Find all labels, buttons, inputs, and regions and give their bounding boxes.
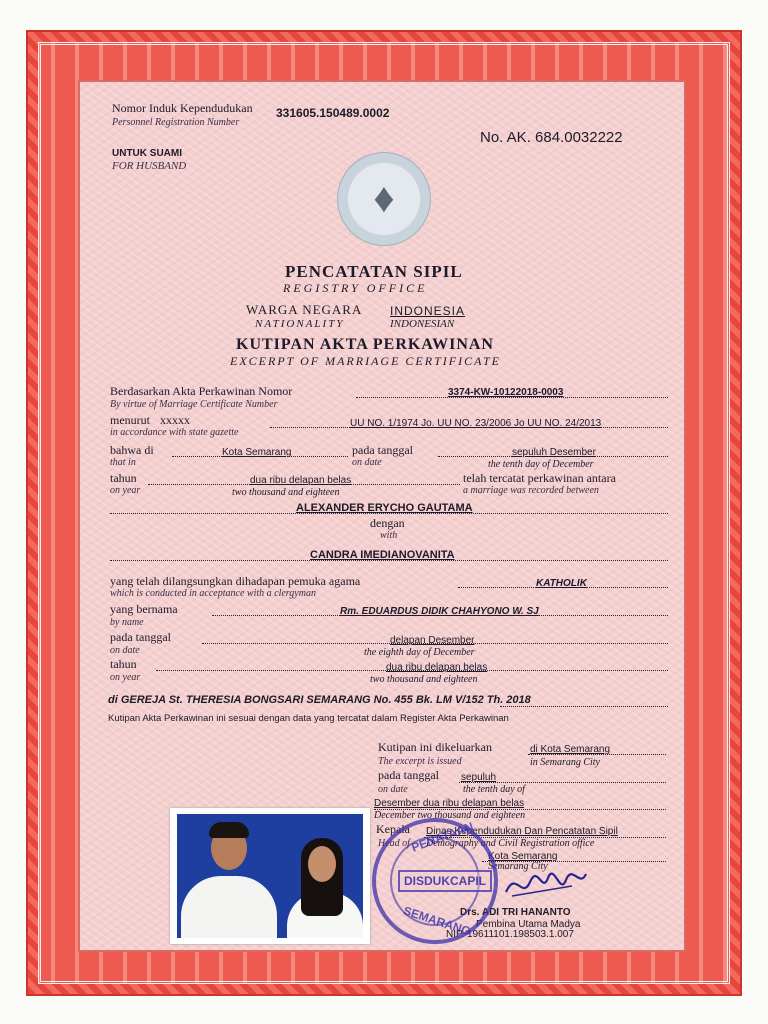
nationality-value-en: INDONESIAN <box>390 318 455 330</box>
menurut-label: menurut <box>110 413 150 427</box>
date2-label-en: on date <box>110 645 140 656</box>
issued-label-en: The excerpt is issued <box>378 756 462 767</box>
bride-head <box>308 846 336 882</box>
official-stamp <box>372 818 498 944</box>
with-label-en: with <box>380 530 398 541</box>
religion-value: KATHOLIK <box>536 578 587 589</box>
church-line-fill <box>500 706 668 707</box>
nationality-value: INDONESIA <box>390 304 466 318</box>
issue-date-line <box>459 782 666 783</box>
doc-title-en: EXCERPT OF MARRIAGE CERTIFICATE <box>230 354 501 368</box>
issue-date-value-en: the tenth day of <box>463 784 525 795</box>
year2-label: tahun <box>110 657 137 671</box>
issue-date-cont-en: December two thousand and eighteen <box>374 810 526 821</box>
issued-line <box>528 754 666 755</box>
recorded-label-en: a marriage was recorded between <box>463 485 599 496</box>
date2-value-en: the eighth day of December <box>364 647 475 658</box>
official-name: Drs. ADI TRI HANANTO <box>460 907 571 918</box>
stamp-label: DISDUKCAPIL <box>398 870 492 892</box>
year-value-en: two thousand and eighteen <box>232 487 340 498</box>
office-title-en: REGISTRY OFFICE <box>283 281 428 295</box>
groom-figure <box>181 876 277 938</box>
date-label-en: on date <box>352 457 382 468</box>
date2-label: pada tanggal <box>110 630 171 644</box>
deed-label: Berdasarkan Akta Perkawinan Nomor <box>110 384 293 398</box>
city-en: Semarang City <box>488 861 548 872</box>
year-label: tahun <box>110 471 137 485</box>
conformity-note: Kutipan Akta Perkawinan ini sesuai dengan data yang tercatat dalam Register Akta Perkawinan <box>108 713 509 724</box>
issued-label: Kutipan ini dikeluarkan <box>378 740 492 754</box>
issue-date-cont: Desember dua ribu delapan belas <box>374 798 525 809</box>
place-value: Kota Semarang <box>222 447 292 458</box>
issue-date-value: sepuluh <box>461 772 497 783</box>
issued-place-en: in Semarang City <box>530 757 600 768</box>
nik-label: Nomor Induk Kependudukan <box>112 101 253 115</box>
issued-place: di Kota Semarang <box>530 744 611 755</box>
official-signature <box>502 864 588 904</box>
bahwa-label: bahwa di <box>110 443 154 457</box>
for-label: UNTUK SUAMI <box>112 148 182 159</box>
year2-label-en: on year <box>110 672 141 683</box>
ak-number: No. AK. 684.0032222 <box>480 129 623 146</box>
issue-date-label: pada tanggal <box>378 768 439 782</box>
law-refs: UU NO. 1/1974 Jo. UU NO. 23/2006 Jo UU NO. 24/2013 <box>350 418 602 429</box>
official-rank: Pembina Utama Madya <box>476 919 581 930</box>
nik-value: 331605.150489.0002 <box>276 106 390 120</box>
nik-label-en: Personnel Registration Number <box>112 117 240 128</box>
head-office: Dinas Kependudukan Dan Pencatatan Sipil <box>426 826 618 837</box>
city: Kota Semarang <box>488 851 558 862</box>
doc-title: KUTIPAN AKTA PERKAWINAN <box>236 336 494 353</box>
nationality-label-en: NATIONALITY <box>255 318 345 330</box>
issue-date-label-en: on date <box>378 784 408 795</box>
date-value: sepuluh Desember <box>512 447 596 458</box>
recorded-label: telah tercatat perkawinan antara <box>463 471 616 485</box>
couple-photo <box>170 808 370 944</box>
date2-value: delapan Desember <box>390 635 475 646</box>
husband-name: ALEXANDER ERYCHO GAUTAMA <box>296 502 473 514</box>
clergy-label: yang telah dilangsungkan dihadapan pemuka agama <box>110 574 361 588</box>
year-value: dua ribu delapan belas <box>250 475 352 486</box>
head-label-en: Head of <box>378 838 410 849</box>
official-nip: NIP. 19611101.198503.1.007 <box>446 929 574 940</box>
named-label-en: by name <box>110 617 144 628</box>
year2-value-en: two thousand and eighteen <box>370 674 478 685</box>
head-office-en: Demography and Civil Registration office <box>426 838 595 849</box>
deed-number: 3374-KW-10122018-0003 <box>448 387 564 398</box>
year2-value: dua ribu delapan belas <box>386 662 488 673</box>
year-label-en: on year <box>110 485 141 496</box>
wife-name: CANDRA IMEDIANOVANITA <box>310 549 455 561</box>
clergy-label-en: which is conducted in acceptance with a clergyman <box>110 588 316 599</box>
church-line: di GEREJA St. THERESIA BONGSARI SEMARANG No. 455 Bk. LM V/152 Th. 2018 <box>108 694 531 706</box>
menurut-label-en: in accordance with state gazette <box>110 427 239 438</box>
bahwa-label-en: that in <box>110 457 136 468</box>
clergy-name: Rm. EDUARDUS DIDIK CHAHYONO W. SJ <box>340 606 539 617</box>
office-title: PENCATATAN SIPIL <box>285 262 463 281</box>
garuda-emblem <box>337 152 431 246</box>
date-value-en: the tenth day of December <box>488 459 594 470</box>
stamp-top-text: PENATAAN <box>409 819 476 855</box>
stamp-bottom-text: SEMARANG <box>401 903 473 939</box>
date-label: pada tanggal <box>352 443 413 457</box>
menurut-mask: xxxxx <box>160 413 190 427</box>
for-label-en: FOR HUSBAND <box>112 160 187 172</box>
nationality-label: WARGA NEGARA <box>246 302 363 317</box>
with-label: dengan <box>370 516 405 530</box>
named-label: yang bernama <box>110 602 178 616</box>
head-label: Kepala <box>376 822 410 836</box>
garuda-icon: ♦ <box>373 176 395 222</box>
deed-label-en: By virtue of Marriage Certificate Number <box>110 399 278 410</box>
